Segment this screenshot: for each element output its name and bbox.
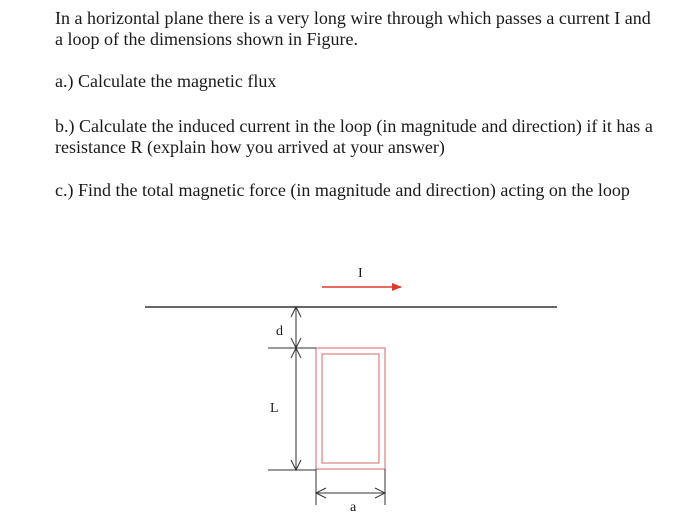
question-a: a.) Calculate the magnetic flux bbox=[55, 71, 277, 91]
width-label: a bbox=[350, 500, 357, 515]
loop-inner bbox=[322, 354, 379, 463]
question-b: b.) Calculate the induced current in the loop (in magnitude and direction) if it has a resistance R (explain how you arrived at your answer) bbox=[55, 116, 653, 157]
current-label: I bbox=[358, 266, 363, 281]
problem-intro: In a horizontal plane there is a very long wire through which passes a current I and a loop of the dimensions shown in Figure. bbox=[55, 8, 651, 49]
length-label: L bbox=[270, 401, 279, 416]
question-c: c.) Find the total magnetic force (in magnitude and direction) acting on the loop bbox=[55, 180, 630, 200]
loop-outer bbox=[316, 348, 385, 469]
distance-label: d bbox=[276, 324, 283, 339]
